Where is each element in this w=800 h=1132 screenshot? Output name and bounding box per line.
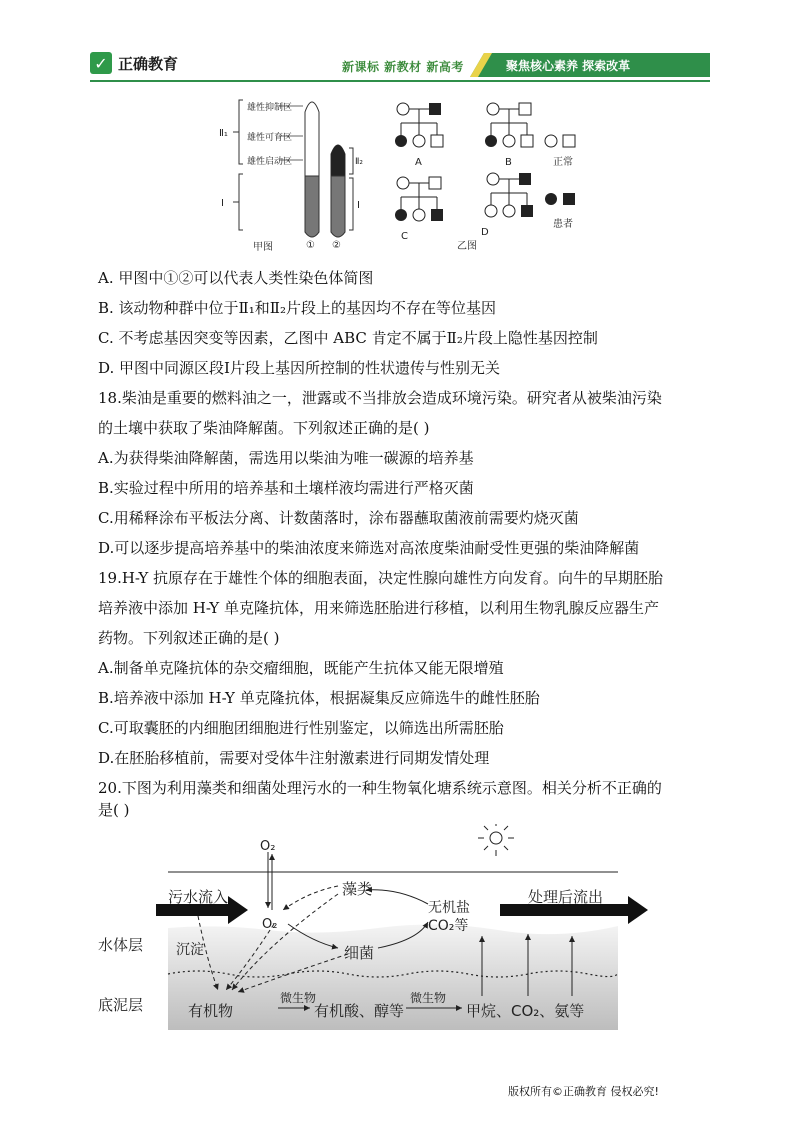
q19-stem-2: 培养液中添加 H-Y 单克隆抗体，用来筛选胚胎进行移植，以利用生物乳腺反应器生产 xyxy=(98,599,659,617)
label-region-2: 雄性可育区 xyxy=(247,133,293,143)
q19-option-b: B.培养液中添加 H-Y 单克隆抗体，根据凝集反应筛选牛的雌性胚胎 xyxy=(98,689,540,707)
brand-name: 正确教育 xyxy=(118,54,179,73)
checkmark-icon: ✓ xyxy=(90,52,112,74)
q19-stem-1: 19.H-Y 抗原存在于雄性个体的细胞表面，决定性腺向雄性方向发育。向牛的早期胚胎 xyxy=(98,569,664,587)
q18-option-d: D.可以逐步提高培养基中的柴油浓度来筛选对高浓度柴油耐受性更强的柴油降解菌 xyxy=(98,539,640,557)
q20-stem-1: 20.下图为利用藻类和细菌处理污水的一种生物氧化塘系统示意图。相关分析不正确的 xyxy=(98,779,662,797)
page-header xyxy=(90,50,710,84)
q18-stem-2: 的土壤中获取了柴油降解菌。下列叙述正确的是( ) xyxy=(98,419,430,437)
label-I-left: Ⅰ xyxy=(221,198,224,209)
label-B: B xyxy=(505,157,512,168)
q17-option-d: D. 甲图中同源区段Ⅰ片段上基因所控制的性状遗传与性别无关 xyxy=(98,359,500,377)
label-II2: Ⅱ₂ xyxy=(355,157,364,167)
label-I-right: Ⅰ xyxy=(357,200,360,211)
pedigree-B xyxy=(485,103,533,168)
label-products: 甲烷、CO₂、氨等 xyxy=(466,1002,585,1020)
label-inflow: 污水流入 xyxy=(168,888,229,906)
copyright-footer: 版权所有©正确教育 侵权必究! xyxy=(508,1085,659,1098)
label-bacteria: 细菌 xyxy=(344,944,375,962)
label-C: C xyxy=(401,231,408,242)
figure-oxidation-pond xyxy=(98,824,658,1034)
header-slogan-right: 聚焦核心素养 探索改革 xyxy=(506,59,631,73)
label-inorganic-1: 无机盐 xyxy=(428,900,470,916)
q19-option-d: D.在胚胎移植前，需要对受体牛注射激素进行同期发情处理 xyxy=(98,749,490,767)
figure-chromosomes xyxy=(215,92,365,257)
label-II1: Ⅱ₁ xyxy=(219,128,228,139)
label-region-1: 雄性抑制区 xyxy=(247,103,293,113)
label-o2-top: O₂ xyxy=(260,839,276,854)
pedigree-C xyxy=(395,177,443,242)
label-algae: 藻类 xyxy=(342,880,373,898)
label-inorganic-2: CO₂等 xyxy=(428,918,469,934)
q18-option-c: C.用稀释涂布平板法分离、计数菌落时，涂布器蘸取菌液前需要灼烧灭菌 xyxy=(98,509,579,527)
pedigree-legend xyxy=(545,135,575,230)
q20-stem-2: 是( ) xyxy=(98,801,130,819)
sun-icon xyxy=(478,824,514,856)
label-acids: 有机酸、醇等 xyxy=(314,1002,405,1020)
header-divider xyxy=(90,80,710,82)
label-microbe-1: 微生物 xyxy=(280,991,317,1005)
pedigree-D xyxy=(481,173,533,238)
q19-option-c: C.可取囊胚的内细胞团细胞进行性别鉴定，以筛选出所需胚胎 xyxy=(98,719,504,737)
figure-pedigrees xyxy=(385,95,615,260)
label-num2: ② xyxy=(332,240,341,251)
legend-normal: 正常 xyxy=(553,157,573,168)
label-o2-mid: O₂ xyxy=(262,917,278,932)
q17-option-b: B. 该动物种群中位于Ⅱ₁和Ⅱ₂片段上的基因均不存在等位基因 xyxy=(98,299,496,317)
label-D: D xyxy=(481,227,489,238)
figure2-caption: 乙图 xyxy=(457,241,477,252)
header-banner xyxy=(470,53,710,77)
brand-logo xyxy=(90,52,178,74)
q19-option-a: A.制备单克隆抗体的杂交瘤细胞，既能产生抗体又能无限增殖 xyxy=(98,659,504,677)
q17-option-a: A. 甲图中①②可以代表人类性染色体简图 xyxy=(98,269,374,287)
label-microbe-2: 微生物 xyxy=(410,991,447,1005)
pedigree-A xyxy=(395,103,443,168)
q18-option-b: B.实验过程中所用的培养基和土壤样液均需进行严格灭菌 xyxy=(98,479,474,497)
label-mud-layer: 底泥层 xyxy=(98,996,144,1014)
figure1-caption: 甲图 xyxy=(253,242,273,253)
header-slogan-left: 新课标 新教材 新高考 xyxy=(342,60,464,74)
q18-option-a: A.为获得柴油降解菌，需选用以柴油为唯一碳源的培养基 xyxy=(98,449,474,467)
q18-stem-1: 18.柴油是重要的燃料油之一，泄露或不当排放会造成环境污染。研究者从被柴油污染 xyxy=(98,389,662,407)
label-region-3: 雄性启动区 xyxy=(247,157,293,167)
label-sediment: 沉淀 xyxy=(176,942,204,958)
label-water-layer: 水体层 xyxy=(98,936,144,954)
q19-stem-3: 药物。下列叙述正确的是( ) xyxy=(98,629,280,647)
legend-patient: 患者 xyxy=(553,219,573,230)
q17-option-c: C. 不考虑基因突变等因素，乙图中 ABC 肯定不属于Ⅱ₂片段上隐性基因控制 xyxy=(98,329,598,347)
label-num1: ① xyxy=(306,240,315,251)
label-outflow: 处理后流出 xyxy=(528,888,604,906)
label-organic: 有机物 xyxy=(188,1002,234,1020)
label-A: A xyxy=(415,157,422,168)
